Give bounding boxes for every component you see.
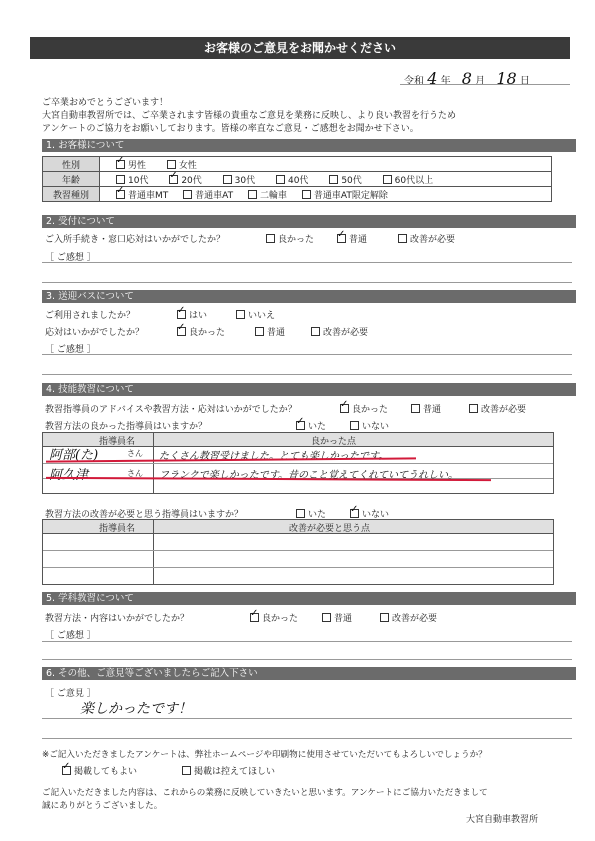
skill-question: 教習指導員のアドバイスや教習方法・応対はいかがでしたか？ bbox=[45, 405, 297, 415]
lecture-improve-label: 改善が必要 bbox=[392, 614, 438, 624]
section-3-title: 3. 送迎バスについて bbox=[42, 290, 576, 303]
footer-line-1: ご記入いただきました内容は、これからの業務に反映していきたいと思います。アンケートにご協力いただきまして bbox=[42, 788, 488, 798]
good-row-1-name[interactable]: 阿部(た) bbox=[49, 448, 99, 463]
opinion-handwritten[interactable]: 楽しかったです！ bbox=[80, 701, 192, 717]
age-30s-label: 30代 bbox=[234, 175, 256, 186]
consent-no-checkbox[interactable] bbox=[182, 766, 191, 775]
bus-use-yes-label: はい bbox=[189, 311, 208, 321]
bus-improve-checkbox[interactable] bbox=[311, 327, 320, 336]
intro-line-3: アンケートのご協力をお願いしております。皆様の率直なご意見・ご感想をお聞かせ下さい。 bbox=[42, 124, 419, 134]
consent-yes-checkbox[interactable] bbox=[62, 766, 71, 775]
bus-use-question: ご利用されましたか？ bbox=[45, 311, 136, 321]
bus-memo-label: ［ ご感想 ］ bbox=[45, 345, 96, 355]
course-moto-label: 二輪車 bbox=[259, 190, 287, 201]
bus-use-yes-checkbox[interactable] bbox=[177, 310, 186, 319]
date-day[interactable]: 18 bbox=[496, 69, 517, 88]
gender-label: 性別 bbox=[43, 157, 100, 172]
section-2-title: 2. 受付について bbox=[42, 215, 576, 228]
course-moto-checkbox[interactable] bbox=[248, 190, 257, 199]
age-options bbox=[100, 172, 552, 187]
good-head-name: 指導員名 bbox=[99, 437, 136, 447]
course-at-label: 普通車AT bbox=[195, 190, 234, 201]
section-5-title: 5. 学科教習について bbox=[42, 592, 576, 605]
date-line bbox=[404, 69, 530, 88]
course-at-release-checkbox[interactable] bbox=[302, 190, 311, 199]
footer-line-2: 誠にありがとうございました。 bbox=[42, 801, 163, 811]
good-instructor-yes-checkbox[interactable] bbox=[296, 421, 305, 430]
bad-instructor-table bbox=[42, 519, 554, 585]
good-instructor-yes-label: いた bbox=[308, 422, 327, 432]
opinion-line-2[interactable] bbox=[42, 738, 572, 739]
lecture-good-checkbox[interactable] bbox=[250, 613, 259, 622]
bus-normal-label: 普通 bbox=[267, 328, 286, 338]
bus-memo-line-2[interactable] bbox=[42, 374, 572, 375]
course-options bbox=[100, 187, 552, 202]
skill-good-checkbox[interactable] bbox=[340, 404, 349, 413]
bus-normal-checkbox[interactable] bbox=[255, 327, 264, 336]
date-month[interactable]: 8 bbox=[461, 69, 472, 88]
profile-table bbox=[42, 156, 552, 202]
good-instructor-question: 教習方法の良かった指導員はいますか？ bbox=[45, 422, 208, 432]
bus-service-question: 応対はいかがでしたか？ bbox=[45, 328, 145, 338]
date-underline bbox=[400, 84, 570, 85]
bus-use-no-label: いいえ bbox=[248, 311, 276, 321]
skill-good-label: 良かった bbox=[352, 405, 389, 415]
bad-head-name: 指導員名 bbox=[99, 524, 136, 534]
reception-normal-label: 普通 bbox=[349, 235, 368, 245]
bus-good-checkbox[interactable] bbox=[177, 327, 186, 336]
reception-memo-line-1[interactable] bbox=[42, 262, 572, 263]
gender-options bbox=[100, 157, 552, 172]
female-checkbox[interactable] bbox=[167, 160, 176, 169]
date-year-unit: 年 bbox=[440, 76, 451, 87]
bad-instructor-table-header bbox=[43, 520, 553, 534]
age-40s-label: 40代 bbox=[287, 175, 309, 186]
reception-question: ご入所手続き・窓口応対はいかがでしたか？ bbox=[45, 235, 226, 245]
date-era: 令和 bbox=[404, 76, 424, 87]
skill-normal-label: 普通 bbox=[423, 405, 442, 415]
good-instructor-table-header bbox=[43, 433, 553, 447]
bus-good-label: 良かった bbox=[189, 328, 226, 338]
reception-memo-label: ［ ご感想 ］ bbox=[45, 253, 96, 263]
footer-org: 大宮自動車教習所 bbox=[466, 815, 539, 825]
course-at-checkbox[interactable] bbox=[183, 190, 192, 199]
good-row-2-suffix: さん bbox=[127, 469, 143, 478]
age-60s-label: 60代以上 bbox=[394, 175, 434, 186]
age-40s-checkbox[interactable] bbox=[276, 175, 285, 184]
age-50s-checkbox[interactable] bbox=[329, 175, 338, 184]
bad-instructor-no-label: いない bbox=[362, 510, 390, 520]
good-row-1-suffix: さん bbox=[127, 449, 143, 458]
lecture-improve-checkbox[interactable] bbox=[380, 613, 389, 622]
bad-instructor-yes-label: いた bbox=[308, 510, 327, 520]
date-day-unit: 日 bbox=[519, 76, 530, 87]
good-row-1-text[interactable]: たくさん教習受けました。とても楽しかったです。 bbox=[159, 451, 389, 462]
lecture-good-label: 良かった bbox=[262, 614, 299, 624]
age-20s-label: 20代 bbox=[181, 175, 202, 186]
date-month-unit: 月 bbox=[475, 76, 486, 87]
age-label: 年齢 bbox=[43, 172, 100, 187]
course-at-release-label: 普通車AT限定解除 bbox=[313, 190, 388, 201]
age-60s-checkbox[interactable] bbox=[383, 175, 392, 184]
skill-improve-checkbox[interactable] bbox=[469, 404, 478, 413]
age-50s-label: 50代 bbox=[341, 175, 362, 186]
female-label: 女性 bbox=[178, 160, 197, 171]
good-row-2-text[interactable]: フランクで楽しかったです。昔のこと覚えてくれていてうれしい。 bbox=[159, 470, 458, 481]
age-20s-checkbox[interactable] bbox=[169, 175, 178, 184]
consent-no-label: 掲載は控えてほしい bbox=[194, 767, 276, 777]
reception-good-label: 良かった bbox=[278, 235, 315, 245]
good-row-2-name[interactable]: 阿久津 bbox=[49, 468, 89, 483]
course-mt-checkbox[interactable] bbox=[116, 190, 125, 199]
form-title: お客様のご意見をお聞かせください bbox=[30, 37, 570, 59]
lecture-question: 教習方法・内容はいかがでしたか？ bbox=[45, 614, 190, 624]
good-instructor-no-checkbox[interactable] bbox=[350, 421, 359, 430]
date-year[interactable]: 4 bbox=[427, 69, 438, 88]
lecture-memo-label: ［ ご感想 ］ bbox=[45, 631, 96, 641]
bus-use-no-checkbox[interactable] bbox=[236, 310, 245, 319]
bad-head-point: 改善が必要と思う点 bbox=[289, 524, 371, 534]
bus-memo-line-1[interactable] bbox=[42, 354, 572, 355]
lecture-normal-checkbox[interactable] bbox=[322, 613, 331, 622]
consent-text: ※ご記入いただきましたアンケートは、弊社ホームページや印刷物に使用させていただいてもよろしいでしょうか？ bbox=[42, 750, 487, 760]
reception-good-checkbox[interactable] bbox=[266, 234, 275, 243]
skill-normal-checkbox[interactable] bbox=[411, 404, 420, 413]
good-head-point: 良かった点 bbox=[311, 437, 357, 447]
lecture-memo-line-2[interactable] bbox=[42, 659, 572, 660]
bad-instructor-no-checkbox[interactable] bbox=[350, 509, 359, 518]
good-instructor-table bbox=[42, 432, 554, 494]
bus-improve-label: 改善が必要 bbox=[323, 328, 369, 338]
course-label: 教習種別 bbox=[43, 187, 100, 202]
opinion-line-1[interactable] bbox=[42, 718, 572, 719]
age-10s-checkbox[interactable] bbox=[116, 175, 125, 184]
male-checkbox[interactable] bbox=[116, 160, 125, 169]
section-4-title: 4. 技能教習について bbox=[42, 383, 576, 396]
lecture-memo-line-1[interactable] bbox=[42, 641, 572, 642]
male-label: 男性 bbox=[128, 160, 147, 171]
reception-improve-label: 改善が必要 bbox=[410, 235, 456, 245]
bad-instructor-yes-checkbox[interactable] bbox=[296, 509, 305, 518]
bad-instructor-question: 教習方法の改善が必要と思う指導員はいますか？ bbox=[45, 510, 244, 520]
reception-improve-checkbox[interactable] bbox=[398, 234, 407, 243]
opinion-memo-label: ［ ご意見 ］ bbox=[45, 689, 96, 699]
age-10s-label: 10代 bbox=[128, 175, 149, 186]
good-instructor-no-label: いない bbox=[362, 422, 390, 432]
intro-line-1: ご卒業おめでとうございます！ bbox=[42, 98, 169, 108]
intro-line-2: 大宮自動車教習所では、ご卒業されます皆様の貴重なご意見を業務に反映し、より良い教習を行うため bbox=[42, 111, 457, 121]
skill-improve-label: 改善が必要 bbox=[481, 405, 527, 415]
section-1-title: 1. お客様について bbox=[42, 139, 576, 152]
reception-normal-checkbox[interactable] bbox=[337, 234, 346, 243]
reception-memo-line-2[interactable] bbox=[42, 282, 572, 283]
consent-yes-label: 掲載してもよい bbox=[74, 767, 138, 777]
lecture-normal-label: 普通 bbox=[334, 614, 353, 624]
course-mt-label: 普通車MT bbox=[128, 190, 169, 201]
section-6-title: 6. その他、ご意見等ございましたらご記入下さい bbox=[42, 667, 576, 680]
age-30s-checkbox[interactable] bbox=[223, 175, 232, 184]
